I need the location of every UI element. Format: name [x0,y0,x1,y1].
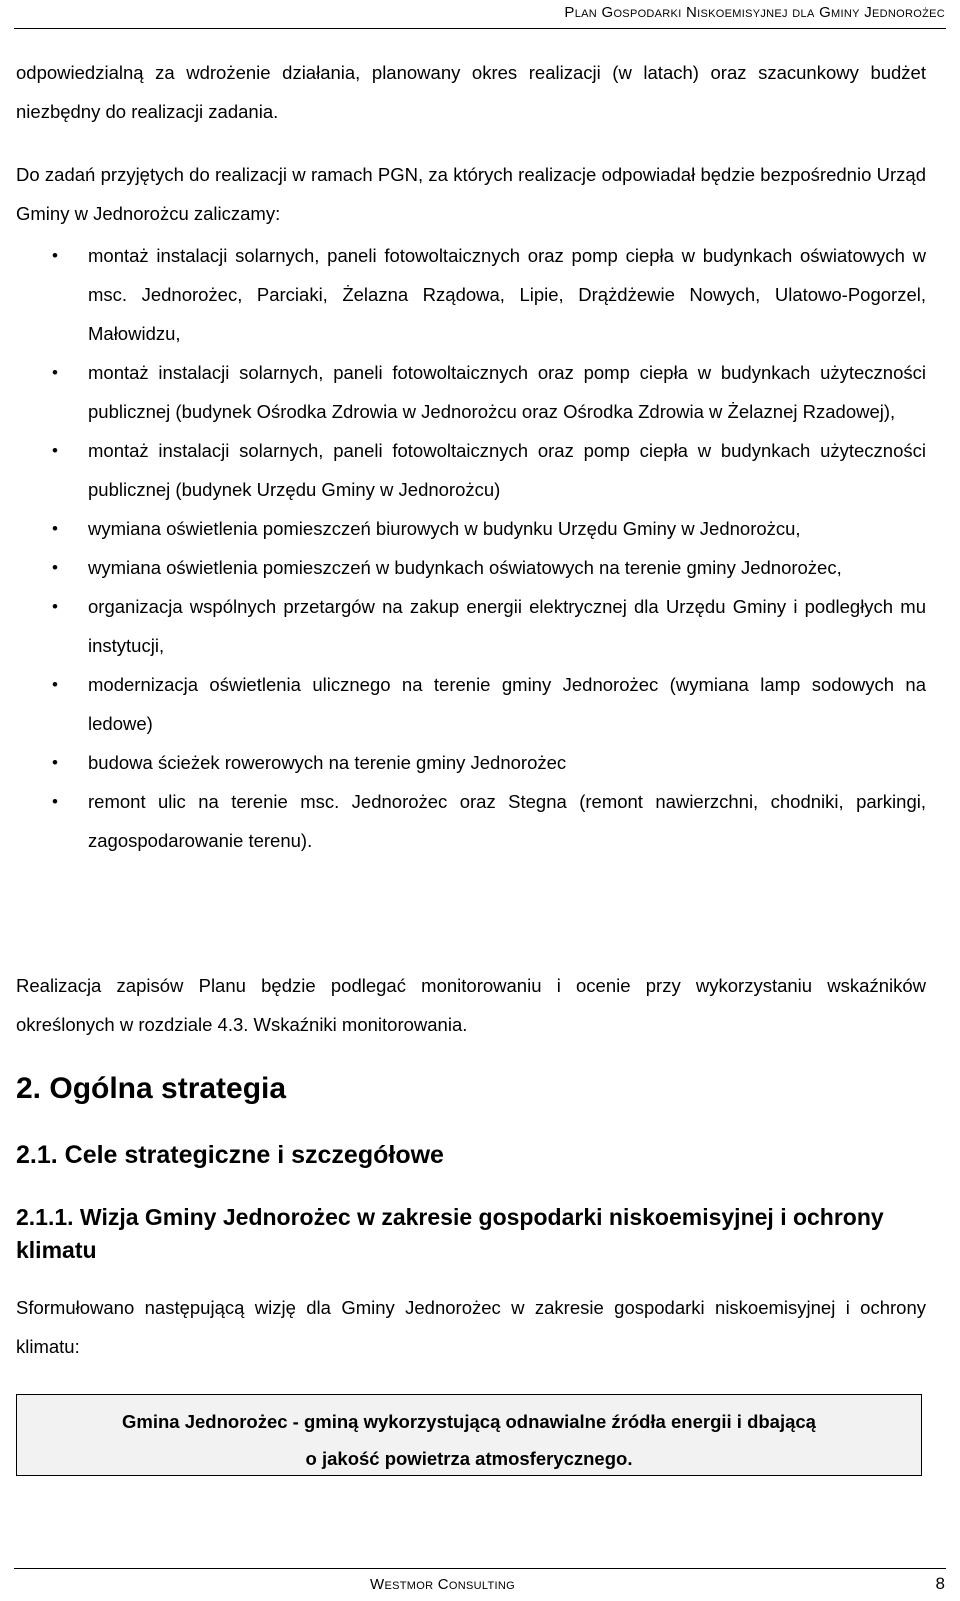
bullet-icon: • [52,363,58,382]
footer-rule [14,1568,946,1569]
bullet-icon: • [52,558,58,577]
vision-line-1: Gmina Jednorożec - gminą wykorzystującą odnawialne źródła energii i dbającą [122,1411,816,1432]
task-list [16,236,926,860]
section-heading-1: 2. Ogólna strategia [16,1072,287,1105]
bullet-icon: • [52,441,58,460]
paragraph-vision-intro: Sformułowano następującą wizję dla Gminy Jednorożec w zakresie gospodarki niskoemisyjnej i ochrony klimatu: [16,1297,926,1357]
section-heading-3: 2.1.1. Wizja Gminy Jednorożec w zakresie gospodarki niskoemisyjnej i ochrony klimatu [16,1204,884,1263]
list-item [16,548,926,587]
header-rule [14,28,946,29]
list-item-text: wymiana oświetlenia pomieszczeń w budynkach oświatowych na terenie gminy Jednorożec, [88,557,842,578]
list-item [16,236,926,353]
list-item-text: organizacja wspólnych przetargów na zakup energii elektrycznej dla Urzędu Gminy i podległych mu instytucji, [88,596,926,656]
paragraph-monitoring: Realizacja zapisów Planu będzie podlegać monitorowaniu i ocenie przy wykorzystaniu wskaźników określonych w rozdziale 4.3. Wskaźniki monitorowania. [16,975,926,1035]
list-item-text: modernizacja oświetlenia ulicznego na terenie gminy Jednorożec (wymiana lamp sodowych na ledowe) [88,674,926,734]
list-item-text: montaż instalacji solarnych, paneli fotowoltaicznych oraz pomp ciepła w budynkach oświatowych w msc. Jednorożec, Parciaki, Żelazna Rządowa, Lipie, Drążdżewie Nowych, Ulatowo-Pogorzel, Małowidzu, [88,245,926,344]
vision-line-2: o jakość powietrza atmosferycznego. [305,1448,633,1469]
list-item-text: remont ulic na terenie msc. Jednorożec oraz Stegna (remont nawierzchni, chodniki, parkingi, zagospodarowanie terenu). [88,791,926,851]
bullet-icon: • [52,246,58,265]
paragraph-continuation: odpowiedzialną za wdrożenie działania, planowany okres realizacji (w latach) oraz szacunkowy budżet niezbędny do realizacji zadania. [16,62,926,122]
list-item-text: montaż instalacji solarnych, paneli fotowoltaicznych oraz pomp ciepła w budynkach użyteczności publicznej (budynek Ośrodka Zdrowia w Jednorożcu oraz Ośrodka Zdrowia w Żelaznej Rzadowej), [88,362,926,422]
list-item [16,353,926,431]
bullet-icon: • [52,675,58,694]
page-number: 8 [935,1574,945,1593]
list-item-text: wymiana oświetlenia pomieszczeń biurowych w budynku Urzędu Gminy w Jednorożcu, [88,518,801,539]
list-item [16,509,926,548]
bullet-icon: • [52,753,58,772]
section-heading-2: 2.1. Cele strategiczne i szczegółowe [16,1141,444,1169]
running-header: Plan Gospodarki Niskoemisyjnej dla Gminy Jednorożec [564,4,945,21]
list-item-text: montaż instalacji solarnych, paneli fotowoltaicznych oraz pomp ciepła w budynkach użyteczności publicznej (budynek Urzędu Gminy w Jednorożcu) [88,440,926,500]
footer-company: Westmor Consulting [370,1576,515,1593]
bullet-icon: • [52,519,58,538]
paragraph-tasks-intro: Do zadań przyjętych do realizacji w ramach PGN, za których realizacje odpowiadał będzie bezpośrednio Urząd Gminy w Jednorożcu zaliczamy: [16,164,926,224]
vision-box [16,1394,922,1476]
list-item [16,743,926,782]
bullet-icon: • [52,792,58,811]
bullet-icon: • [52,597,58,616]
list-item [16,431,926,509]
list-item [16,587,926,665]
list-item [16,782,926,860]
list-item [16,665,926,743]
list-item-text: budowa ścieżek rowerowych na terenie gminy Jednorożec [88,752,567,773]
